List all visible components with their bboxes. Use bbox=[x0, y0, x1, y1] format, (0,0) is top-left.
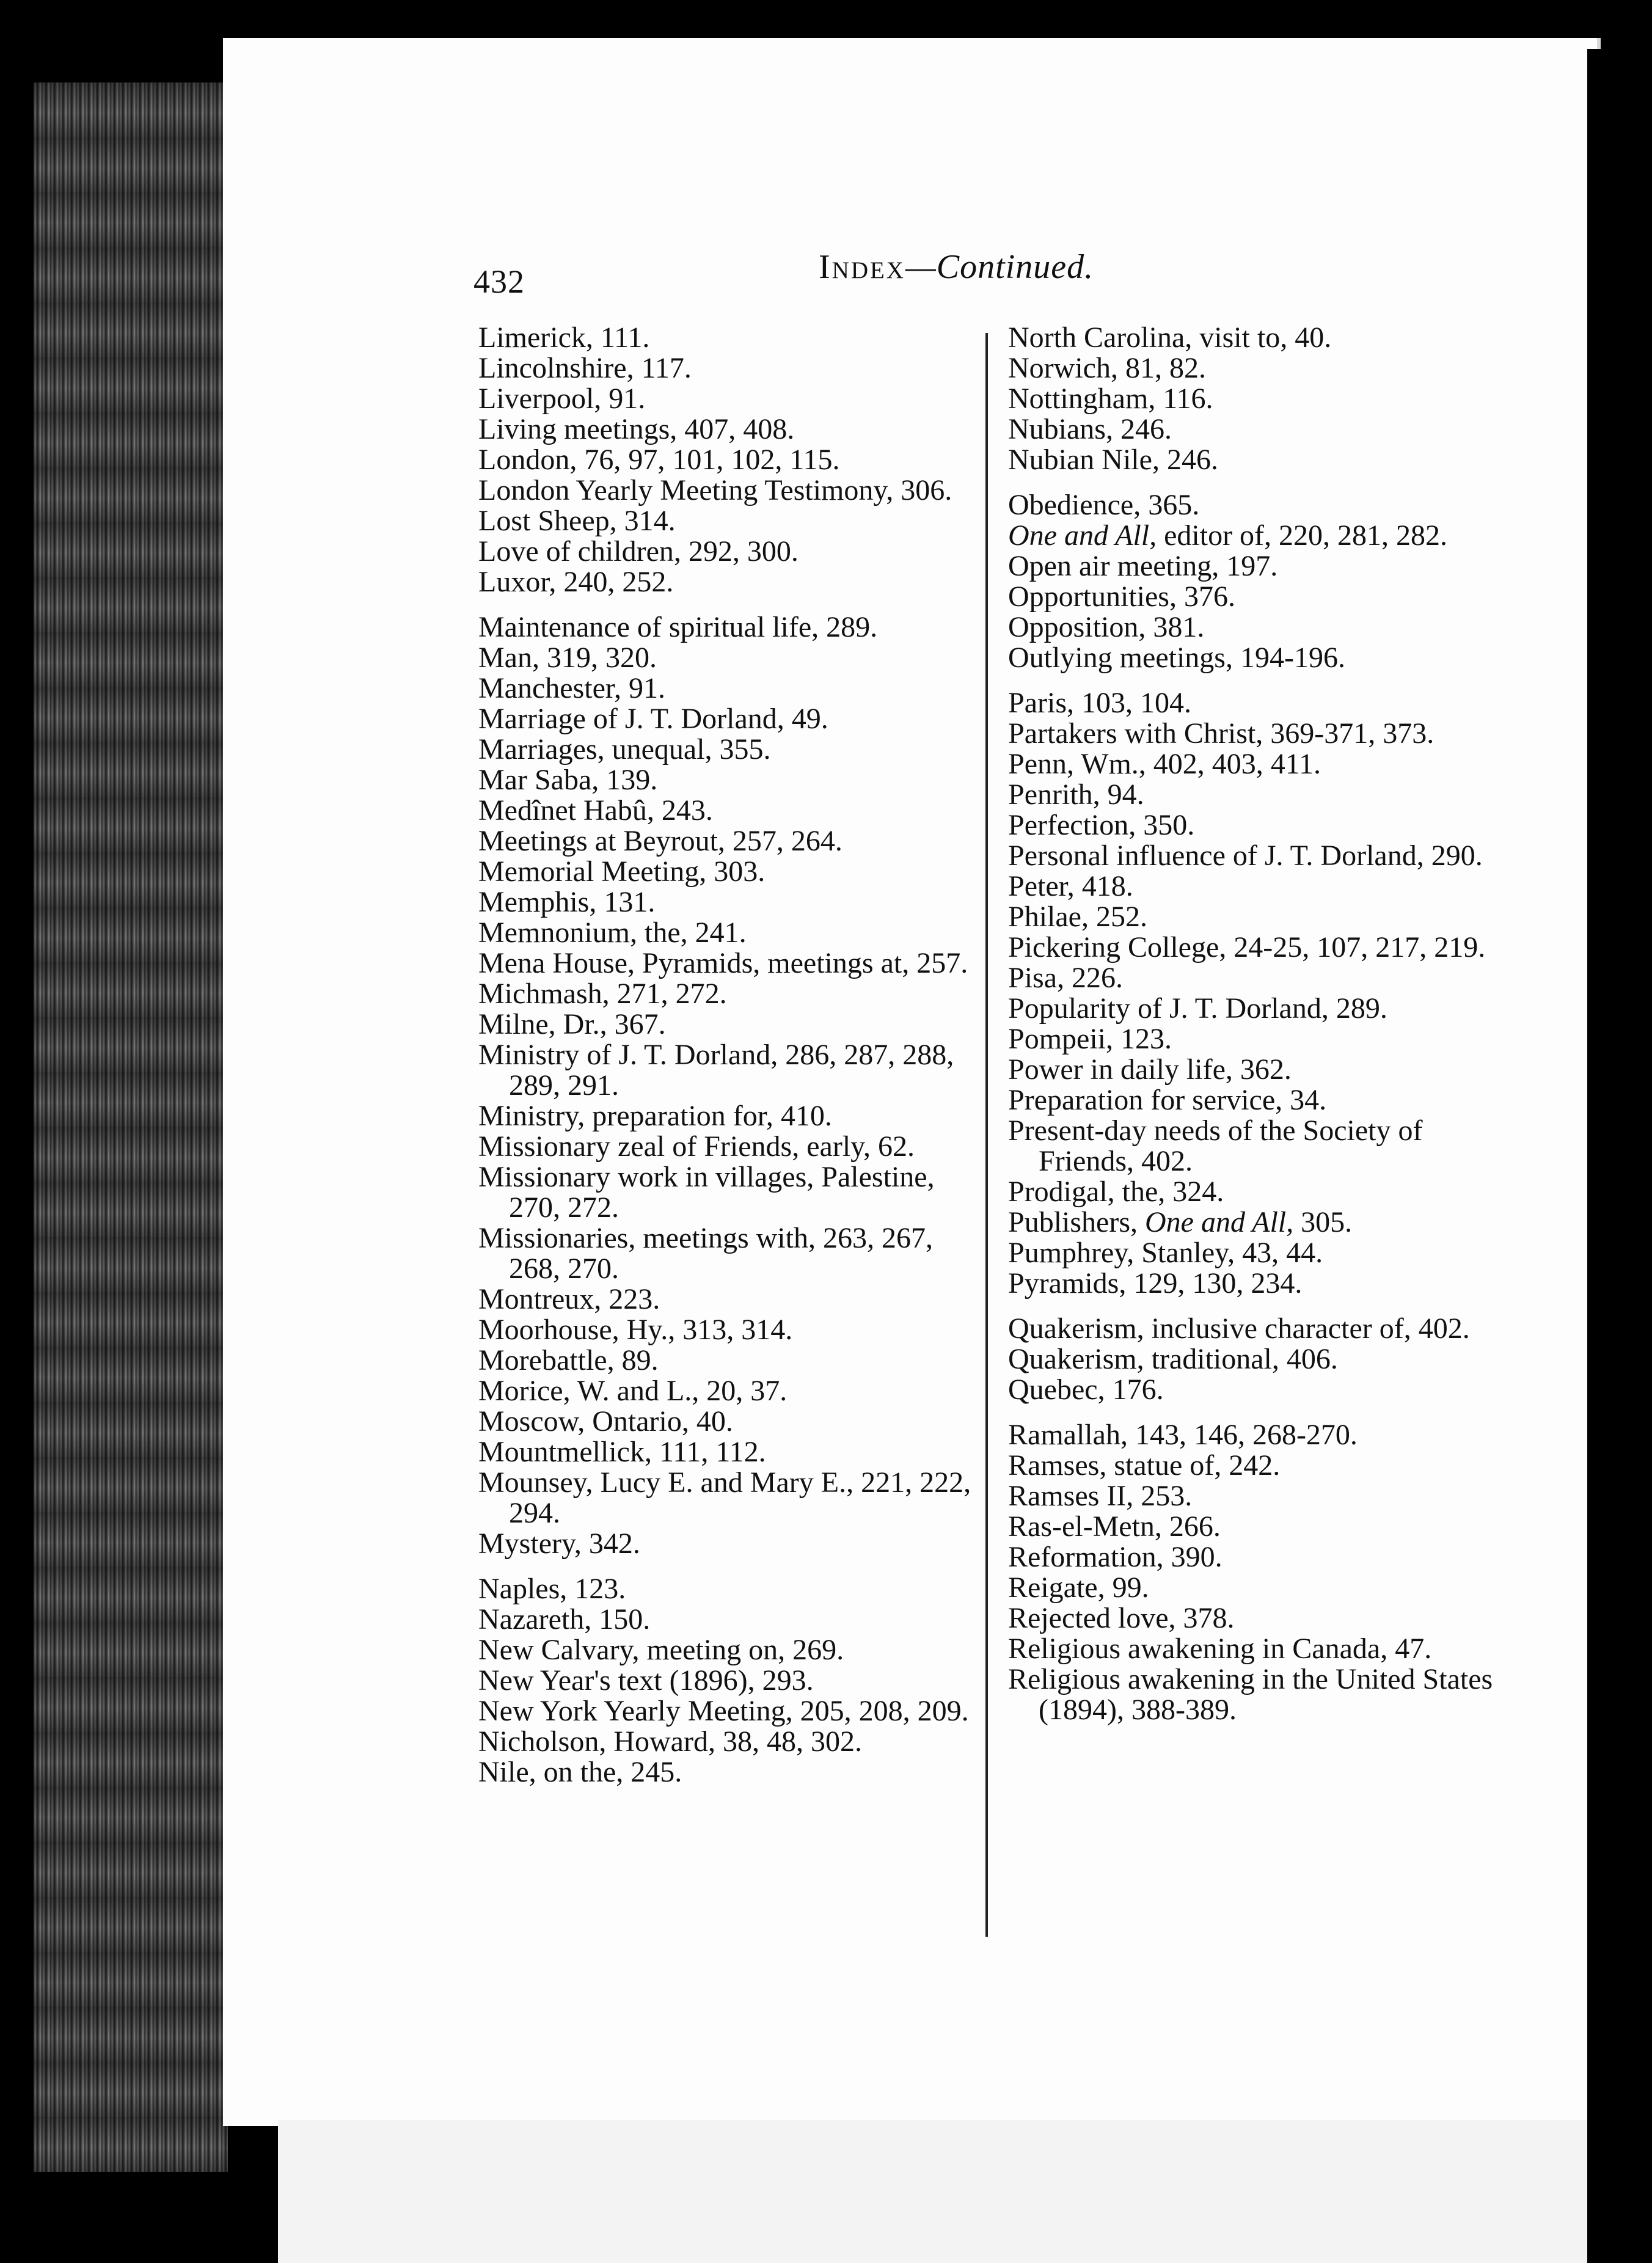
index-entry bbox=[478, 1284, 979, 1315]
index-entry bbox=[478, 612, 979, 643]
index-entry bbox=[1008, 521, 1509, 551]
index-entry bbox=[1008, 1664, 1509, 1725]
index-entry-text: Marriages, unequal, 355. bbox=[478, 733, 771, 766]
index-entry bbox=[478, 857, 979, 887]
index-entry-text: Pompeii, 123. bbox=[1008, 1023, 1172, 1055]
index-entry bbox=[1008, 993, 1509, 1024]
index-entry bbox=[478, 536, 979, 567]
index-entry bbox=[1008, 749, 1509, 780]
index-entry bbox=[1008, 780, 1509, 810]
index-entry-text: Lincolnshire, 117. bbox=[478, 352, 692, 384]
index-entry-text: Nazareth, 150. bbox=[478, 1603, 651, 1636]
index-entry bbox=[1008, 1207, 1509, 1238]
index-entry bbox=[478, 384, 979, 414]
index-entry bbox=[1008, 1314, 1509, 1344]
index-entry bbox=[478, 643, 979, 673]
index-entry bbox=[1008, 1603, 1509, 1634]
index-entry bbox=[1008, 1344, 1509, 1375]
index-column-left bbox=[478, 323, 979, 1788]
index-entry bbox=[1008, 841, 1509, 871]
index-entry bbox=[478, 1574, 979, 1604]
index-entry-text: Lost Sheep, 314. bbox=[478, 505, 676, 537]
index-entry-text: Religious awakening in the United States (1894), 388-389. bbox=[1008, 1663, 1493, 1726]
index-entry-text: Pyramids, 129, 130, 234. bbox=[1008, 1267, 1303, 1300]
index-entry-text: Marriage of J. T. Dorland, 49. bbox=[478, 703, 828, 735]
index-column-right bbox=[1008, 323, 1509, 1725]
index-entry bbox=[1008, 1512, 1509, 1542]
index-entry-text: Open air meeting, 197. bbox=[1008, 550, 1278, 582]
index-entry bbox=[478, 734, 979, 765]
index-entry-text: Love of children, 292, 300. bbox=[478, 535, 799, 568]
index-entry bbox=[1008, 582, 1509, 612]
index-entry-text: Man, 319, 320. bbox=[478, 642, 657, 674]
index-entry bbox=[1008, 963, 1509, 993]
index-entry bbox=[1008, 1573, 1509, 1603]
index-entry bbox=[1008, 1481, 1509, 1512]
index-entry bbox=[478, 353, 979, 384]
running-head-continued: —Continued. bbox=[905, 248, 1094, 286]
index-entry-text: Liverpool, 91. bbox=[478, 382, 646, 415]
index-entry-text: Pickering College, 24-25, 107, 217, 219. bbox=[1008, 931, 1486, 963]
index-entry-text: Ras-el-Metn, 266. bbox=[1008, 1510, 1221, 1543]
index-entry bbox=[1008, 643, 1509, 673]
index-entry bbox=[1008, 384, 1509, 414]
index-entry-text: Michmash, 271, 272. bbox=[478, 978, 727, 1010]
index-entry-text: Obedience, 365. bbox=[1008, 489, 1200, 521]
index-entry bbox=[1008, 718, 1509, 749]
index-entry-text: Norwich, 81, 82. bbox=[1008, 352, 1206, 384]
index-entry-text: Nile, on the, 245. bbox=[478, 1756, 682, 1788]
index-entry-text: 305. bbox=[1293, 1206, 1353, 1238]
index-entry-text: Penn, Wm., 402, 403, 411. bbox=[1008, 748, 1321, 780]
index-entry-text: Perfection, 350. bbox=[1008, 809, 1195, 841]
index-entry-text: Meetings at Beyrout, 257, 264. bbox=[478, 825, 842, 857]
index-entry bbox=[478, 323, 979, 353]
index-entry-text: Missionary work in villages, Palestine, 270, 272. bbox=[478, 1161, 935, 1224]
index-entry bbox=[1008, 445, 1509, 475]
index-entry bbox=[478, 918, 979, 948]
index-entry bbox=[1008, 1055, 1509, 1085]
index-entry bbox=[1008, 902, 1509, 932]
index-entry bbox=[478, 1635, 979, 1665]
index-entry bbox=[478, 1468, 979, 1529]
index-entry-text: Morice, W. and L., 20, 37. bbox=[478, 1375, 788, 1407]
index-entry bbox=[478, 414, 979, 445]
index-entry bbox=[1008, 1024, 1509, 1055]
index-entry bbox=[478, 765, 979, 795]
index-entry-text: Quebec, 176. bbox=[1008, 1373, 1164, 1406]
index-entry bbox=[478, 1345, 979, 1376]
index-entry-text: Pumphrey, Stanley, 43, 44. bbox=[1008, 1237, 1323, 1269]
index-entry bbox=[1008, 1268, 1509, 1299]
index-entry bbox=[1008, 932, 1509, 963]
index-entry bbox=[478, 1665, 979, 1696]
index-entry bbox=[478, 1101, 979, 1132]
index-entry bbox=[1008, 1420, 1509, 1450]
index-entry bbox=[1008, 323, 1509, 353]
index-entry bbox=[1008, 353, 1509, 384]
index-entry bbox=[478, 1529, 979, 1559]
index-entry-text: New York Yearly Meeting, 205, 208, 209. bbox=[478, 1695, 969, 1727]
index-entry-text: Maintenance of spiritual life, 289. bbox=[478, 611, 878, 643]
index-entry bbox=[1008, 414, 1509, 445]
index-entry-text: Ramses, statue of, 242. bbox=[1008, 1449, 1281, 1482]
index-entry bbox=[1008, 810, 1509, 841]
index-entry bbox=[478, 1604, 979, 1635]
index-entry-text: Reigate, 99. bbox=[1008, 1571, 1149, 1604]
index-entry bbox=[478, 948, 979, 979]
index-entry-text: Memphis, 131. bbox=[478, 886, 656, 918]
index-entry-text: Partakers with Christ, 369-371, 373. bbox=[1008, 717, 1435, 750]
index-entry-text: Mounsey, Lucy E. and Mary E., 221, 222, 294. bbox=[478, 1466, 971, 1529]
page-bottom-margin bbox=[278, 2120, 1587, 2263]
index-entry-text: Penrith, 94. bbox=[1008, 778, 1144, 811]
index-entry bbox=[1008, 551, 1509, 582]
index-entry-text: Personal influence of J. T. Dorland, 290. bbox=[1008, 839, 1483, 872]
index-entry-text: Mar Saba, 139. bbox=[478, 764, 658, 796]
column-rule bbox=[985, 333, 988, 1937]
index-entry-italic: One and All, bbox=[1008, 519, 1157, 552]
page-number: 432 bbox=[473, 263, 525, 300]
index-entry-text: Nubians, 246. bbox=[1008, 413, 1172, 445]
index-entry-text: Opportunities, 376. bbox=[1008, 580, 1235, 613]
index-entry-text: Missionaries, meetings with, 263, 267, 268, 270. bbox=[478, 1222, 933, 1285]
index-entry-text: Popularity of J. T. Dorland, 289. bbox=[1008, 992, 1387, 1025]
index-entry-text: Living meetings, 407, 408. bbox=[478, 413, 795, 445]
index-entry bbox=[1008, 1450, 1509, 1481]
index-entry bbox=[1008, 1542, 1509, 1573]
index-entry-text: Limerick, 111. bbox=[478, 321, 650, 354]
index-entry-text: Power in daily life, 362. bbox=[1008, 1053, 1292, 1086]
index-entry-text: Nicholson, Howard, 38, 48, 302. bbox=[478, 1725, 862, 1758]
index-entry-text: London, 76, 97, 101, 102, 115. bbox=[478, 444, 840, 476]
index-entry-text: Peter, 418. bbox=[1008, 870, 1133, 902]
index-entry-text: Milne, Dr., 367. bbox=[478, 1008, 666, 1040]
index-entry-text: North Carolina, visit to, 40. bbox=[1008, 321, 1332, 354]
index-entry bbox=[1008, 1116, 1509, 1177]
index-entry bbox=[478, 704, 979, 734]
index-entry-text: Quakerism, inclusive character of, 402. bbox=[1008, 1312, 1470, 1345]
index-entry-text: Pisa, 226. bbox=[1008, 962, 1124, 994]
index-entry-prefix: Publishers, bbox=[1008, 1206, 1146, 1238]
index-entry bbox=[478, 1009, 979, 1040]
index-entry-text: Prodigal, the, 324. bbox=[1008, 1175, 1224, 1208]
index-entry bbox=[478, 1437, 979, 1468]
index-entry-text: Religious awakening in Canada, 47. bbox=[1008, 1632, 1432, 1665]
index-entry bbox=[478, 475, 979, 506]
index-entry-text: Memorial Meeting, 303. bbox=[478, 855, 766, 888]
index-entry bbox=[478, 1727, 979, 1757]
index-entry bbox=[478, 826, 979, 857]
index-entry-text: Paris, 103, 104. bbox=[1008, 687, 1191, 719]
index-entry bbox=[478, 1757, 979, 1788]
index-entry bbox=[478, 1406, 979, 1437]
index-entry bbox=[478, 567, 979, 598]
index-entry-text: New Calvary, meeting on, 269. bbox=[478, 1634, 844, 1666]
index-entry-text: Ramallah, 143, 146, 268-270. bbox=[1008, 1419, 1358, 1451]
index-entry bbox=[478, 979, 979, 1009]
index-entry-text: Philae, 252. bbox=[1008, 901, 1147, 933]
index-entry-text: Ramses II, 253. bbox=[1008, 1480, 1193, 1512]
index-entry bbox=[1008, 612, 1509, 643]
index-entry-text: Mystery, 342. bbox=[478, 1527, 640, 1560]
index-entry bbox=[1008, 490, 1509, 521]
index-entry-text: Montreux, 223. bbox=[478, 1283, 660, 1315]
index-entry bbox=[478, 1315, 979, 1345]
index-entry-text: Medînet Habû, 243. bbox=[478, 794, 713, 827]
index-entry bbox=[1008, 871, 1509, 902]
index-entry bbox=[478, 445, 979, 475]
index-entry bbox=[1008, 1085, 1509, 1116]
index-entry-text: Naples, 123. bbox=[478, 1573, 626, 1605]
index-entry-text: Moscow, Ontario, 40. bbox=[478, 1405, 733, 1438]
facing-page-gap bbox=[1587, 49, 1652, 2263]
index-entry-text: Preparation for service, 34. bbox=[1008, 1084, 1327, 1116]
index-entry-text: Moorhouse, Hy., 313, 314. bbox=[478, 1314, 793, 1346]
running-head-title: Index bbox=[819, 248, 905, 286]
index-entry-text: Present-day needs of the Society of Friends, 402. bbox=[1008, 1114, 1423, 1177]
index-entry bbox=[478, 1376, 979, 1406]
index-entry-text: New Year's text (1896), 293. bbox=[478, 1664, 814, 1697]
index-entry bbox=[478, 1162, 979, 1223]
index-entry-text: Quakerism, traditional, 406. bbox=[1008, 1343, 1338, 1375]
index-entry bbox=[478, 1223, 979, 1284]
index-entry bbox=[478, 1696, 979, 1727]
index-entry-text: Ministry of J. T. Dorland, 286, 287, 288, 289, 291. bbox=[478, 1039, 954, 1102]
index-entry-text: London Yearly Meeting Testimony, 306. bbox=[478, 474, 952, 506]
running-head bbox=[819, 247, 1094, 287]
index-entry-text: Morebattle, 89. bbox=[478, 1344, 659, 1376]
index-entry bbox=[1008, 1375, 1509, 1405]
index-entry-text: Luxor, 240, 252. bbox=[478, 566, 674, 598]
index-entry-text: Outlying meetings, 194-196. bbox=[1008, 642, 1345, 674]
index-entry-text: Memnonium, the, 241. bbox=[478, 916, 747, 949]
index-entry bbox=[1008, 1238, 1509, 1268]
index-entry bbox=[1008, 1634, 1509, 1664]
index-entry-text: Manchester, 91. bbox=[478, 672, 665, 704]
index-entry-text: Missionary zeal of Friends, early, 62. bbox=[478, 1130, 915, 1163]
index-entry-text: Nubian Nile, 246. bbox=[1008, 444, 1218, 476]
index-entry bbox=[478, 795, 979, 826]
index-entry-text: Ministry, preparation for, 410. bbox=[478, 1100, 832, 1132]
index-entry-text: Rejected love, 378. bbox=[1008, 1602, 1235, 1634]
index-entry bbox=[1008, 1177, 1509, 1207]
index-entry-italic: One and All, bbox=[1145, 1206, 1294, 1238]
index-entry bbox=[478, 887, 979, 918]
index-entry-text: Opposition, 381. bbox=[1008, 611, 1205, 643]
index-entry-text: editor of, 220, 281, 282. bbox=[1157, 519, 1448, 552]
index-entry bbox=[478, 506, 979, 536]
index-entry bbox=[478, 1132, 979, 1162]
index-entry bbox=[478, 673, 979, 704]
index-entry-text: Nottingham, 116. bbox=[1008, 382, 1213, 415]
index-entry bbox=[1008, 688, 1509, 718]
index-entry-text: Mena House, Pyramids, meetings at, 257. bbox=[478, 947, 968, 979]
index-entry bbox=[478, 1040, 979, 1101]
index-entry-text: Mountmellick, 111, 112. bbox=[478, 1436, 766, 1468]
index-entry-text: Reformation, 390. bbox=[1008, 1541, 1223, 1573]
book-page-edges-shading bbox=[34, 82, 228, 2172]
